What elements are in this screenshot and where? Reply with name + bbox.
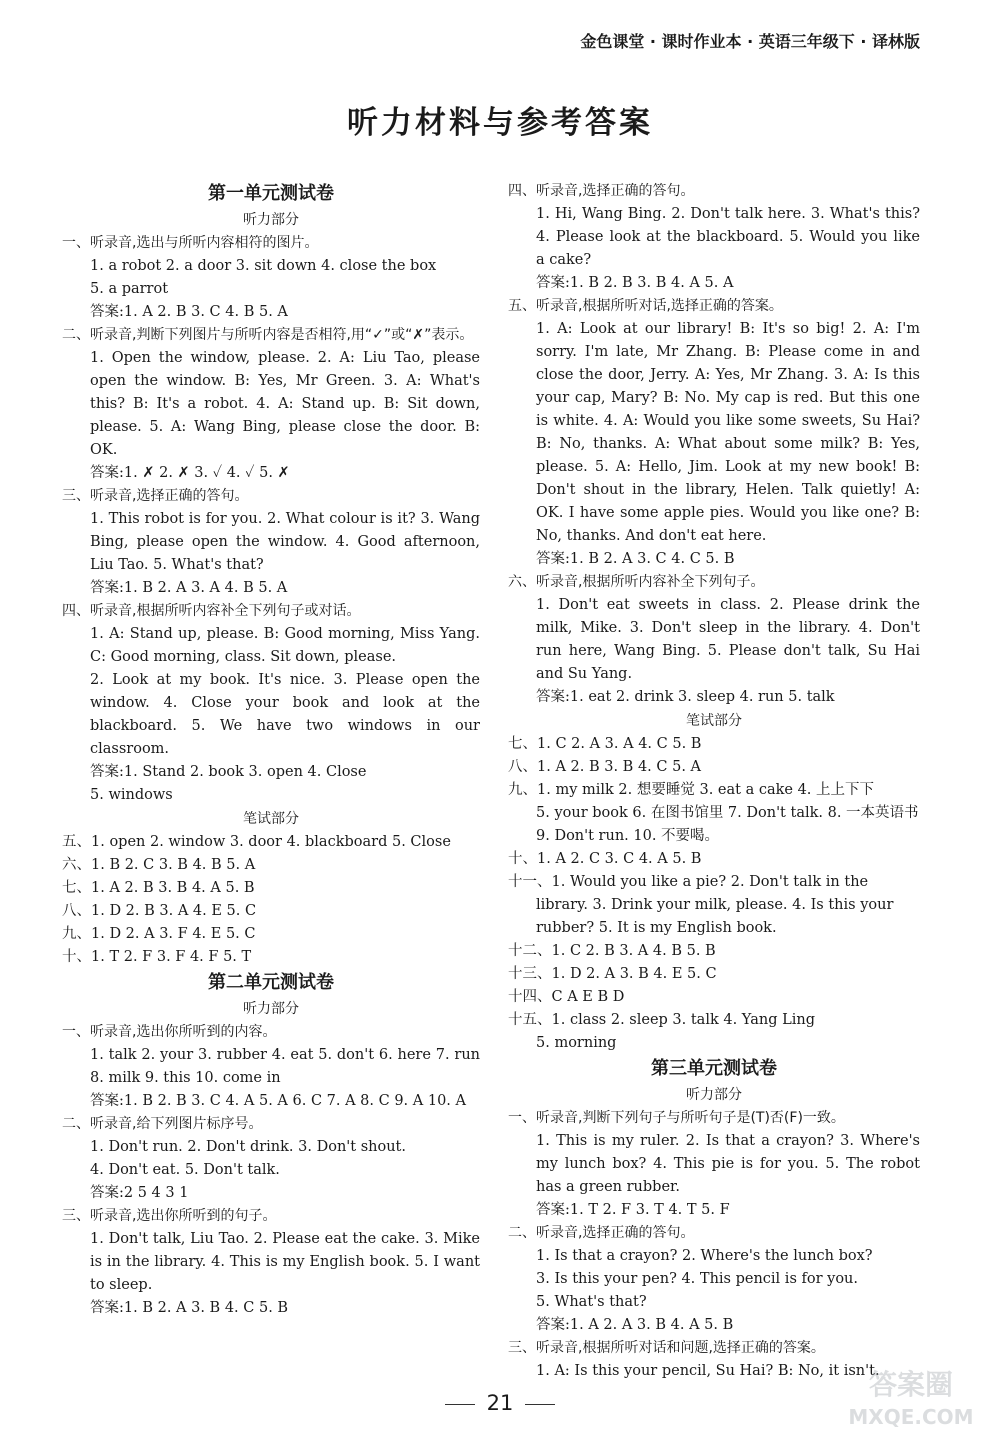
answer-line: 答案:2 5 4 3 1 bbox=[90, 1185, 189, 1201]
answer-list-item: 五、1. open 2. window 3. door 4. blackboard 5. Close bbox=[62, 834, 451, 850]
part-heading: 听力部分 bbox=[243, 212, 299, 228]
answer-list-item: 七、1. C 2. A 3. A 4. C 5. B bbox=[508, 736, 702, 752]
listening-text: 1. A: Is this your pencil, Su Hai? B: No, it isn't. bbox=[536, 1363, 880, 1379]
answer-list-item: 八、1. A 2. B 3. B 4. C 5. A bbox=[508, 759, 702, 775]
answer-line: 答案:1. eat 2. drink 3. sleep 4. run 5. talk bbox=[536, 689, 835, 705]
running-header: 金色课堂 · 课时作业本 · 英语三年级下 · 译林版 bbox=[580, 32, 920, 51]
listening-text: 1. Don't talk, Liu Tao. 2. Please eat the cake. 3. Mike is in the library. 4. This is my English book. 5. I want to sleep. bbox=[90, 1231, 480, 1293]
watermark-logo bbox=[836, 1360, 986, 1434]
answer-continuation: 5. your book 6. 在图书馆里 7. Don't talk. 8. 一本英语书 9. Don't run. 10. 不要喝。 bbox=[536, 805, 919, 844]
question-heading: 一、听录音,选出与所听内容相符的图片。 bbox=[62, 235, 319, 251]
question-heading: 二、听录音,选择正确的答句。 bbox=[508, 1225, 695, 1241]
part-heading: 笔试部分 bbox=[686, 713, 742, 729]
answer-list-item: 九、1. my milk 2. 想要睡觉 3. eat a cake 4. 上上下下 bbox=[508, 782, 875, 798]
question-heading: 五、听录音,根据所听对话,选择正确的答案。 bbox=[508, 298, 783, 314]
answer-list-item: 十四、C A E B D bbox=[508, 989, 625, 1005]
listening-text: 1. This is my ruler. 2. Is that a crayon? 3. Where's my lunch box? 4. This pie is for you. 5. The robot has a green rubber. bbox=[536, 1133, 920, 1195]
answer-line: 答案:1. B 2. B 3. B 4. A 5. A bbox=[536, 275, 734, 291]
svg-text:答案圈: 答案圈 bbox=[868, 1368, 954, 1401]
question-heading: 三、听录音,选择正确的答句。 bbox=[62, 488, 249, 504]
listening-text: 1. A: Stand up, please. B: Good morning, Miss Yang. C: Good morning, class. Sit down, please. bbox=[90, 626, 480, 665]
listening-text: 1. A: Look at our library! B: It's so big! 2. A: I'm sorry. I'm late, Mr Zhang. B: Please come in and close the door, Jerry. A: Yes, Mr Zhang. 3. A: Is this your cap, Mary? B: No. My cap is red. But this one is white. 4. A: Would you like some sweets, Su Hai? B: No, thanks. A: What about some milk? B: Yes, please. 5. A: Hello, Jim. Look at my new book! B: Don't shout in the library, Helen. Talk quietly! A: OK. I have some apple pies. Would you like one? B: No, thanks. And don't eat here. bbox=[536, 321, 920, 544]
answer-continuation: 5. windows bbox=[90, 787, 173, 803]
answer-list-item: 六、1. B 2. C 3. B 4. B 5. A bbox=[62, 857, 256, 873]
question-heading: 三、听录音,根据所听对话和问题,选择正确的答案。 bbox=[508, 1340, 825, 1356]
answer-list-item: 七、1. A 2. B 3. B 4. A 5. B bbox=[62, 880, 255, 896]
question-heading: 一、听录音,判断下列句子与所听句子是(T)否(F)一致。 bbox=[508, 1110, 845, 1126]
answer-line: 答案:1. A 2. A 3. B 4. A 5. B bbox=[536, 1317, 734, 1333]
answer-line: 答案:1. B 2. A 3. C 4. C 5. B bbox=[536, 551, 735, 567]
part-heading: 听力部分 bbox=[686, 1087, 742, 1103]
part-heading: 笔试部分 bbox=[243, 811, 299, 827]
listening-text: 2. Look at my book. It's nice. 3. Please open the window. 4. Close your book and look at the blackboard. 5. We have two windows in our classroom. bbox=[90, 672, 480, 757]
answer-line: 答案:1. ✗ 2. ✗ 3. ✓ 4. ✓ 5. ✗ bbox=[90, 465, 290, 481]
listening-text: 4. Don't eat. 5. Don't talk. bbox=[90, 1162, 280, 1178]
page-title: 听力材料与参考答案 bbox=[347, 105, 653, 141]
answer-line: 答案:1. A 2. B 3. C 4. B 5. A bbox=[90, 304, 288, 320]
page-number-dash-right bbox=[525, 1404, 555, 1405]
question-heading: 二、听录音,给下列图片标序号。 bbox=[62, 1116, 263, 1132]
question-heading: 六、听录音,根据所听内容补全下列句子。 bbox=[508, 574, 765, 590]
answer-list-item: 八、1. D 2. B 3. A 4. E 5. C bbox=[62, 903, 257, 919]
answer-line: 答案:1. B 2. B 3. C 4. A 5. A 6. C 7. A 8. C 9. A 10. A bbox=[90, 1093, 466, 1109]
question-heading: 四、听录音,根据所听内容补全下列句子或对话。 bbox=[62, 603, 361, 619]
listening-text: 1. talk 2. your 3. rubber 4. eat 5. don't 6. here 7. run 8. milk 9. this 10. come in bbox=[90, 1047, 480, 1086]
question-heading: 一、听录音,选出你所听到的内容。 bbox=[62, 1024, 277, 1040]
question-heading: 三、听录音,选出你所听到的句子。 bbox=[62, 1208, 277, 1224]
answer-line: 答案:1. B 2. A 3. B 4. C 5. B bbox=[90, 1300, 289, 1316]
unit-heading: 第三单元测试卷 bbox=[651, 1058, 777, 1079]
listening-text: 1. Hi, Wang Bing. 2. Don't talk here. 3. What's this? 4. Please look at the blackboard. 5. Would you like a cake? bbox=[536, 206, 920, 268]
listening-text: 1. This robot is for you. 2. What colour is it? 3. Wang Bing, please open the window. 4. Good afternoon, Liu Tao. 5. What's that? bbox=[90, 511, 480, 573]
unit-heading: 第二单元测试卷 bbox=[208, 972, 334, 993]
answer-list-item: 十五、1. class 2. sleep 3. talk 4. Yang Ling bbox=[508, 1012, 816, 1028]
page-number: 21 bbox=[486, 1391, 514, 1415]
answer-line: 答案:1. B 2. A 3. A 4. B 5. A bbox=[90, 580, 288, 596]
part-heading: 听力部分 bbox=[243, 1001, 299, 1017]
listening-text: 5. What's that? bbox=[536, 1294, 647, 1310]
listening-text: 1. a robot 2. a door 3. sit down 4. close the box bbox=[90, 258, 437, 274]
answer-list-item: 十、1. T 2. F 3. F 4. F 5. T bbox=[62, 949, 252, 965]
answer-list-item: 十、1. A 2. C 3. C 4. A 5. B bbox=[508, 851, 702, 867]
answer-list-item: 十一、1. Would you like a pie? 2. Don't talk in the bbox=[508, 874, 869, 890]
listening-text: 5. a parrot bbox=[90, 281, 169, 297]
answer-continuation: 5. morning bbox=[536, 1035, 617, 1051]
answer-list-item: 十二、1. C 2. B 3. A 4. B 5. B bbox=[508, 943, 716, 959]
answer-line: 答案:1. Stand 2. book 3. open 4. Close bbox=[90, 764, 367, 780]
listening-text: 3. Is this your pen? 4. This pencil is for you. bbox=[536, 1271, 859, 1287]
question-heading: 二、听录音,判断下列图片与所听内容是否相符,用“✓”或“✗”表示。 bbox=[62, 327, 474, 343]
page-number-dash-left bbox=[445, 1404, 475, 1405]
answer-line: 答案:1. T 2. F 3. T 4. T 5. F bbox=[536, 1202, 730, 1218]
answer-list-item: 十三、1. D 2. A 3. B 4. E 5. C bbox=[508, 966, 717, 982]
answer-list-item: 九、1. D 2. A 3. F 4. E 5. C bbox=[62, 926, 256, 942]
answer-continuation: library. 3. Drink your milk, please. 4. Is this your rubber? 5. It is my English book. bbox=[536, 897, 894, 936]
listening-text: 1. Is that a crayon? 2. Where's the lunch box? bbox=[536, 1248, 873, 1264]
right-column bbox=[508, 180, 920, 1383]
left-column bbox=[62, 180, 480, 1320]
listening-text: 1. Open the window, please. 2. A: Liu Tao, please open the window. B: Yes, Mr Green. 3. A: What's this? B: It's a robot. 4. A: Stand up. B: Sit down, please. 5. A: Wang Bing, please close the door. B: OK. bbox=[90, 350, 480, 458]
unit-heading: 第一单元测试卷 bbox=[208, 183, 334, 204]
listening-text: 1. Don't eat sweets in class. 2. Please drink the milk, Mike. 3. Don't sleep in the library. 4. Don't run here, Wang Bing. 5. Please don't talk, Su Hai and Su Yang. bbox=[536, 597, 920, 682]
svg-text:MXQE.COM: MXQE.COM bbox=[848, 1405, 974, 1429]
listening-text: 1. Don't run. 2. Don't drink. 3. Don't shout. bbox=[90, 1139, 406, 1155]
question-heading: 四、听录音,选择正确的答句。 bbox=[508, 183, 695, 199]
